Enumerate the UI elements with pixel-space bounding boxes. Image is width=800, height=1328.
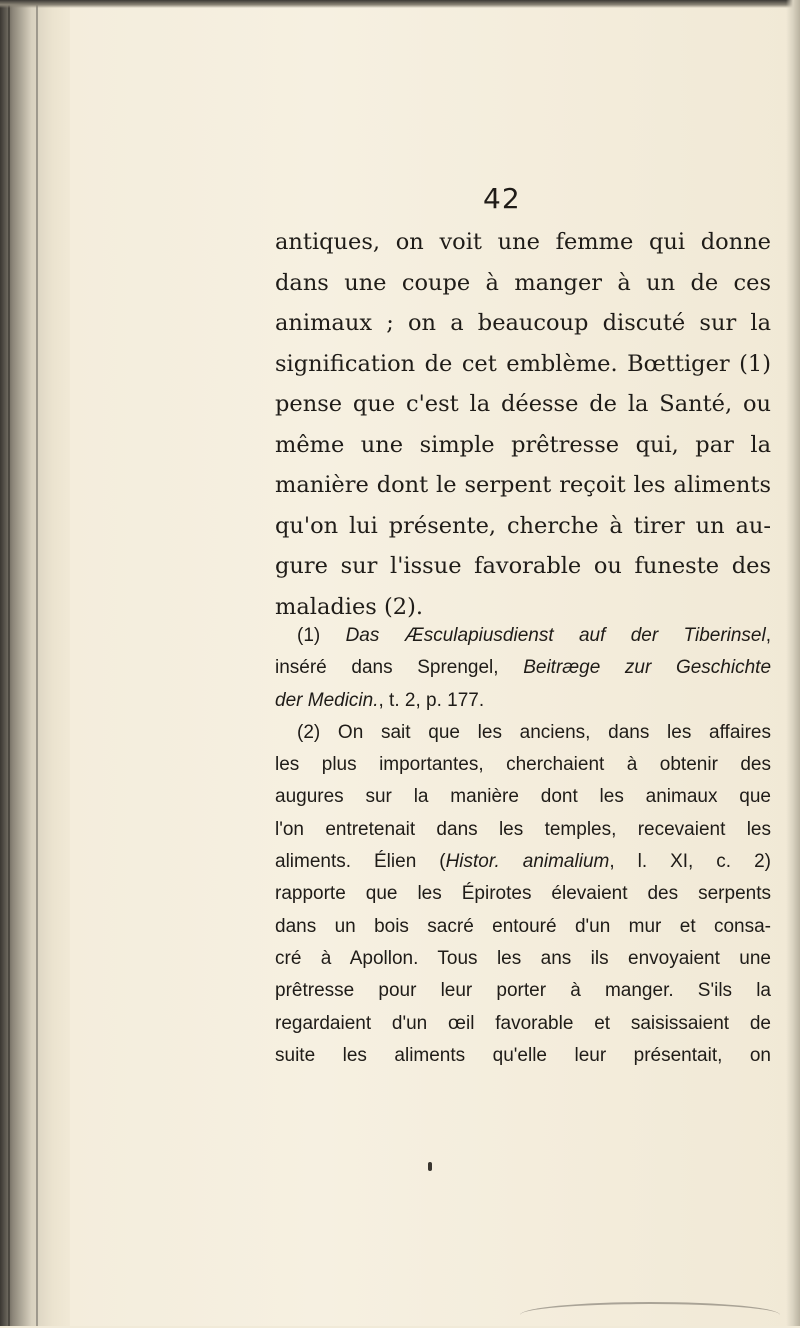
footnote-1-line xyxy=(275,685,771,717)
footnote-2-line: regardaient d'un œil favorable et saisissaient de xyxy=(275,1012,771,1034)
text-line: qu'on lui présente, cherche à tirer un au- xyxy=(275,512,771,539)
text-line: antiques, on voit une femme qui donne xyxy=(275,229,771,255)
page-right-edge xyxy=(786,0,800,1326)
page-number: 42 xyxy=(483,182,521,215)
text-line: dans une coupe à manger à un de ces xyxy=(275,269,771,296)
text-line: manière dont le serpent reçoit les aliments xyxy=(275,472,771,498)
footnote-text: , t. 2, p. 177. xyxy=(378,689,485,711)
footnote-2-line: cré à Apollon. Tous les ans ils envoyaient une xyxy=(275,947,771,969)
text-line: animaux ; on a beaucoup discuté sur la xyxy=(275,310,771,336)
main-text xyxy=(275,222,771,627)
ink-speck xyxy=(428,1162,432,1171)
cited-title: der Medicin. xyxy=(275,689,379,711)
footnote-text: , xyxy=(765,625,772,646)
page-top-edge xyxy=(0,0,800,8)
footnote-2-line: suite les aliments qu'elle leur présentait, on xyxy=(275,1044,771,1066)
cited-title: Histor. animalium xyxy=(445,851,610,873)
footnote-1-line xyxy=(275,652,771,684)
page-curl-shadow xyxy=(520,1302,780,1328)
footnote-marker: (1) xyxy=(297,625,346,646)
footnote-2-line: prêtresse pour leur porter à manger. S'ils la xyxy=(275,980,771,1002)
footnote-2-line: l'on entretenait dans les temples, recevaient les xyxy=(275,818,771,840)
footnote-2-line: (2) On sait que les anciens, dans les affaires xyxy=(297,721,771,743)
footnote-2-line: rapporte que les Épirotes élevaient des serpents xyxy=(275,883,771,905)
footnote-text: inséré dans Sprengel, xyxy=(275,657,524,679)
footnote-2-line: dans un bois sacré entouré d'un mur et consa- xyxy=(275,915,771,937)
cited-title: Das Æsculapiusdienst auf der Tiberinsel xyxy=(345,625,766,646)
footnote-text: , l. XI, c. 2) xyxy=(609,851,771,873)
footnote-2-line xyxy=(275,846,771,878)
footnote-2-line: augures sur la manière dont les animaux que xyxy=(275,786,771,808)
cited-title: Beitræge zur Geschichte xyxy=(523,657,772,679)
text-line: même une simple prêtresse qui, par la xyxy=(275,431,771,458)
text-line: signification de cet emblème. Bœttiger (1) xyxy=(275,350,771,377)
footnote-2-line: les plus importantes, cherchaient à obtenir des xyxy=(275,754,771,776)
footnote-text: aliments. Élien ( xyxy=(275,851,446,873)
book-gutter xyxy=(0,0,70,1326)
gutter-shadow-line xyxy=(8,0,10,1326)
footnote-1-line xyxy=(275,620,771,652)
text-line: gure sur l'issue favorable ou funeste des xyxy=(275,553,771,579)
gutter-shadow-line xyxy=(36,0,38,1326)
footnotes xyxy=(275,620,771,1072)
text-line: pense que c'est la déesse de la Santé, ou xyxy=(275,391,771,417)
text-line: maladies (2). xyxy=(275,593,423,620)
